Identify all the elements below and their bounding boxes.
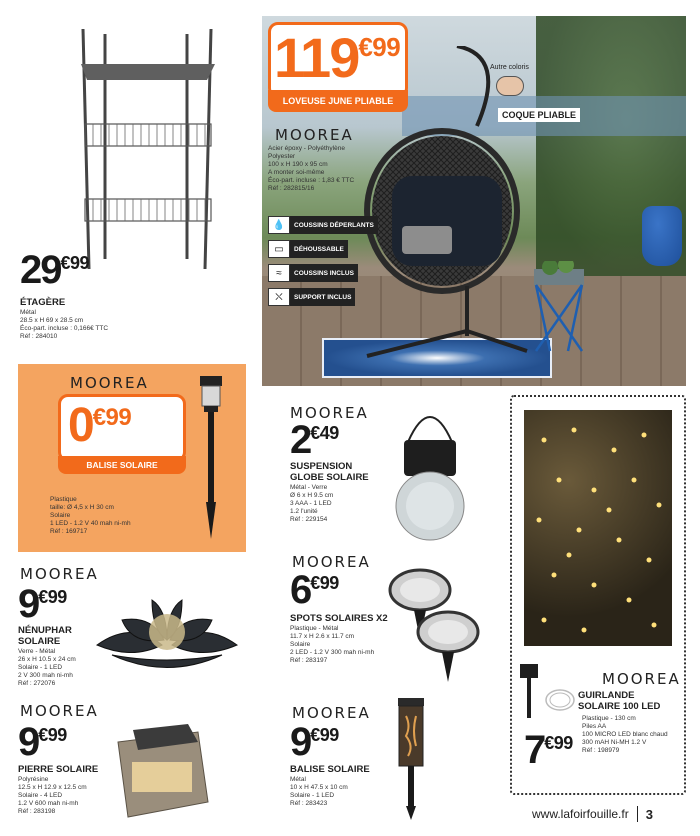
feature-coussins-inclus	[268, 264, 358, 282]
spots-title: SPOTS SOLAIRES X2	[290, 613, 388, 624]
spots-price	[290, 570, 339, 610]
price-integer: 119	[274, 26, 359, 89]
detail-line: Réf : 283197	[290, 657, 328, 664]
coque-pliable-badge: COQUE PLIABLE	[498, 108, 580, 122]
price-integer: 6	[290, 568, 311, 612]
price-integer: 0	[68, 399, 93, 452]
pierre-brand: MOOREA	[20, 702, 99, 720]
detail-line: 10 x H 47.5 x 10 cm	[290, 784, 348, 791]
price-decimal: €99	[310, 725, 339, 745]
nenuphar-title: NÉNUPHAR SOLAIRE	[18, 625, 72, 647]
detail-line: Métal - Verre	[290, 484, 328, 491]
detail-line: Verre - Métal	[18, 648, 56, 655]
footer	[532, 806, 653, 822]
detail-line: 1.2 l'unité	[290, 508, 318, 515]
detail-line: 100 x H 190 x 95 cm	[268, 161, 328, 168]
detail-line: 100 MICRO LED blanc chaud	[582, 731, 668, 738]
balise-title: BALISE SOLAIRE	[290, 764, 370, 775]
suspension-title: SUSPENSION GLOBE SOLAIRE	[290, 461, 369, 483]
detail-line: Réf : 283198	[18, 808, 56, 815]
spots-brand: MOOREA	[292, 553, 371, 571]
nenuphar-brand: MOOREA	[20, 565, 99, 583]
detail-line: Réf : 272076	[18, 680, 56, 687]
detail-line: Réf : 283423	[290, 800, 328, 807]
detail-line: Éco-part. incluse : 0,166€ TTC	[20, 325, 109, 332]
etagere-title: ÉTAGÈRE	[20, 297, 66, 308]
website-link[interactable]: www.lafoirfouille.fr	[532, 807, 629, 821]
detail-line: Solaire - 1 LED	[18, 664, 63, 671]
price-decimal: €99	[310, 573, 339, 593]
balise-promo-price	[68, 399, 132, 452]
feature-coussins-deperlants	[268, 216, 378, 234]
detail-line: Plastique - Métal	[290, 625, 339, 632]
balise-image	[394, 696, 428, 821]
balise-promo-panel	[18, 364, 246, 552]
footer-divider	[637, 806, 638, 822]
detail-line: Solaire	[50, 512, 71, 519]
detail-line: 12.5 x H 12.9 x 12.5 cm	[18, 784, 87, 791]
hero-product-label: LOVEUSE JUNE PLIABLE	[268, 90, 408, 112]
etagere-image	[75, 24, 220, 274]
guirlande-price	[524, 730, 573, 770]
balise-promo-label: BALISE SOLAIRE	[58, 456, 186, 474]
pierre-details	[18, 776, 87, 816]
detail-line: Acier époxy - Polyéthylène	[268, 145, 345, 152]
detail-line: Plastique	[50, 496, 77, 503]
hero-details	[268, 145, 354, 193]
price-decimal: €49	[310, 423, 339, 443]
price-integer: 9	[290, 720, 311, 764]
price-integer: 9	[18, 582, 39, 626]
cushion-icon: ▭	[268, 240, 290, 258]
spots-image	[380, 560, 485, 685]
detail-line: A monter soi-même	[268, 169, 325, 176]
etagere-price	[20, 250, 89, 290]
balise-promo-brand: MOOREA	[70, 374, 149, 392]
guirlande-photo	[524, 410, 672, 646]
other-color-label: Autre coloris	[490, 64, 529, 71]
detail-line: 2 LED - 1.2 V 300 mah ni-mh	[290, 649, 375, 656]
nenuphar-price	[18, 584, 67, 624]
feature-support-inclus	[268, 288, 355, 306]
detail-line: 1 LED - 1.2 V 40 mah ni-mh	[50, 520, 131, 527]
hero-brand-logo: MOOREA	[275, 126, 354, 144]
price-decimal: €99	[544, 733, 573, 753]
detail-line: Métal	[20, 309, 36, 316]
balise-stake-image	[196, 374, 226, 544]
feature-label: COUSSINS DÉPERLANTS	[290, 216, 378, 234]
nenuphar-details	[18, 648, 76, 688]
etagere-details	[20, 309, 108, 341]
detail-line: Polyrésine	[18, 776, 49, 783]
suspension-brand: MOOREA	[290, 404, 369, 422]
detail-line: Réf : 284010	[20, 333, 58, 340]
detail-line: Solaire - 1 LED	[290, 792, 335, 799]
detail-line: 300 mAH Ni-MH 1.2 V	[582, 739, 647, 746]
feature-dehoussable	[268, 240, 348, 258]
balise-brand: MOOREA	[292, 704, 371, 722]
price-integer: 9	[18, 720, 39, 764]
detail-line: Plastique - 130 cm	[582, 715, 636, 722]
suspension-globe-image	[390, 402, 470, 542]
detail-line: Réf : 229154	[290, 516, 328, 523]
suspension-details	[290, 484, 333, 524]
price-decimal: €99	[358, 32, 401, 62]
detail-line: 3 AAA - 1 LED	[290, 500, 332, 507]
pierre-image	[108, 722, 213, 822]
feature-label: COUSSINS INCLUS	[290, 264, 358, 282]
nenuphar-image	[92, 590, 242, 680]
balise-promo-details	[50, 496, 131, 536]
guirlande-brand: MOOREA	[602, 670, 681, 688]
detail-line: 26 x H 10.5 x 24 cm	[18, 656, 76, 663]
spots-details	[290, 625, 374, 665]
detail-line: 28.5 x H 69 x 28.5 cm	[20, 317, 84, 324]
suspension-price	[290, 420, 339, 460]
price-decimal: €99	[60, 253, 90, 273]
detail-line: 2 V 300 mah ni-mh	[18, 672, 73, 679]
detail-line: 1.2 V 600 mah ni-mh	[18, 800, 79, 807]
pierre-title: PIERRE SOLAIRE	[18, 764, 99, 775]
price-integer: 29	[20, 248, 61, 292]
hero-price	[274, 26, 401, 89]
other-color-swatch	[496, 76, 524, 96]
detail-line: Éco-part. incluse : 1,83 € TTC	[268, 177, 355, 184]
detail-line: Réf : 282815/16	[268, 185, 315, 192]
price-decimal: €99	[38, 725, 67, 745]
page-number: 3	[645, 806, 653, 822]
stand-icon: ⛌	[268, 288, 290, 306]
balise-price	[290, 722, 339, 762]
feature-label: DÉHOUSSABLE	[290, 240, 348, 258]
guirlande-details	[582, 715, 668, 755]
detail-line: Réf : 198979	[582, 747, 620, 754]
water-drop-icon: 💧	[268, 216, 290, 234]
detail-line: Métal	[290, 776, 306, 783]
detail-line: Piles AA	[582, 723, 607, 730]
detail-line: Solaire - 4 LED	[18, 792, 63, 799]
price-integer: 2	[290, 418, 311, 462]
guirlande-title: GUIRLANDE SOLAIRE 100 LED	[578, 690, 661, 712]
price-decimal: €99	[38, 587, 67, 607]
detail-line: Solaire	[290, 641, 311, 648]
balise-details	[290, 776, 348, 808]
detail-line: Ø 6 x H 9.5 cm	[290, 492, 334, 499]
detail-line: Réf : 169717	[50, 528, 88, 535]
price-decimal: €99	[92, 404, 132, 431]
price-integer: 7	[524, 728, 545, 772]
guirlande-panel-image	[516, 660, 578, 730]
feature-label: SUPPORT INCLUS	[290, 288, 355, 306]
detail-line: Polyester	[268, 153, 296, 160]
detail-line: 11.7 x H 2.6 x 11.7 cm	[290, 633, 355, 640]
wave-cushion-icon: ≈	[268, 264, 290, 282]
pierre-price	[18, 722, 67, 762]
detail-line: taille: Ø 4,5 x H 30 cm	[50, 504, 114, 511]
